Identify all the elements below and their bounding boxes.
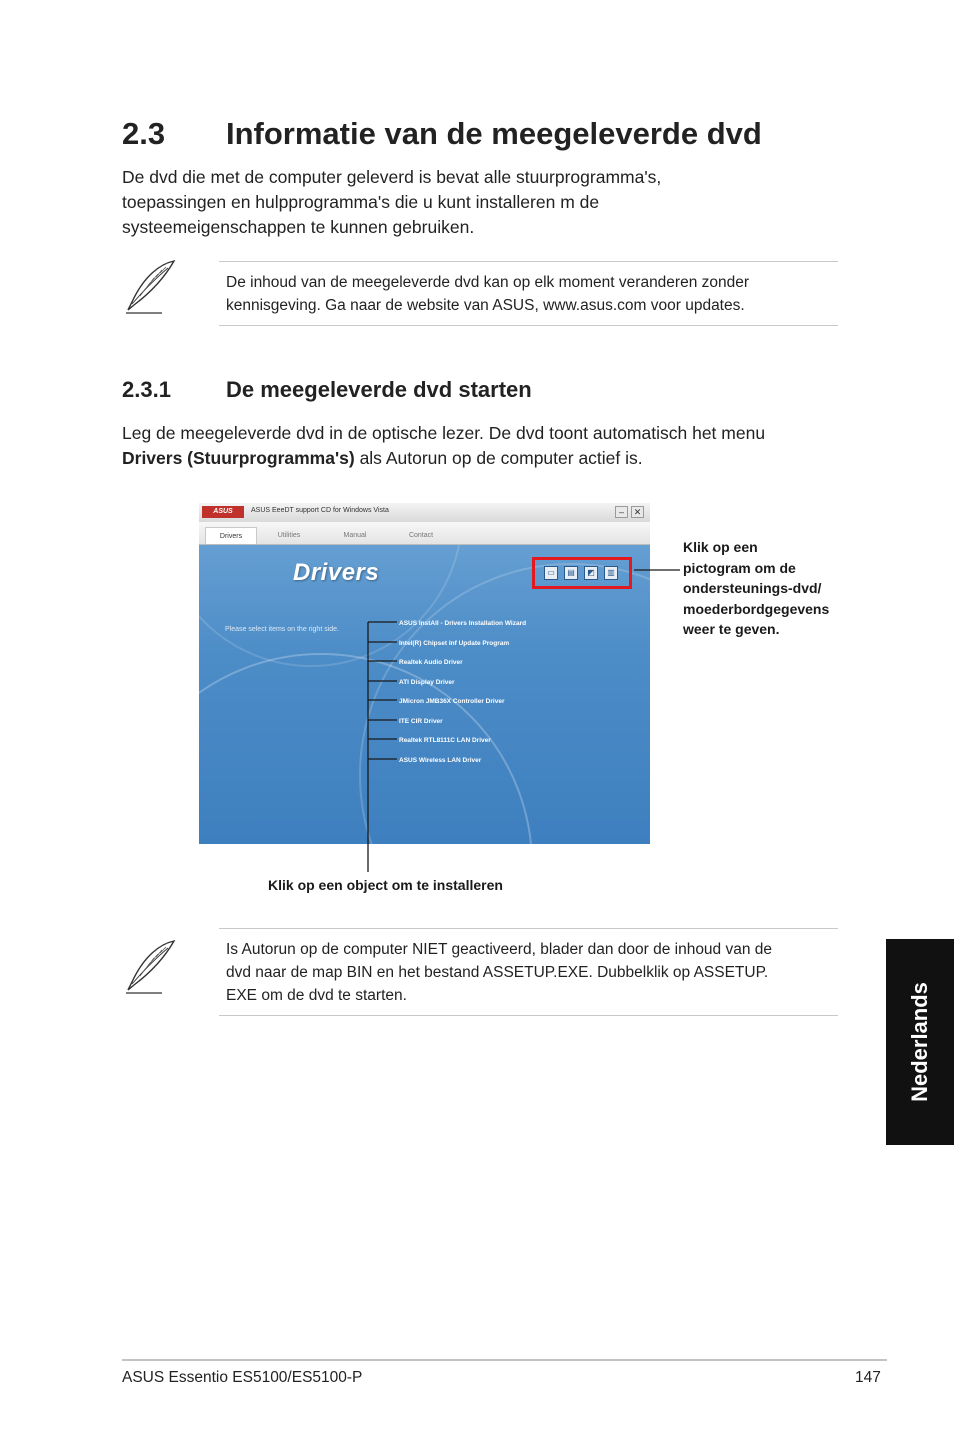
icon-callout [683,537,853,640]
motherboard-info-icon[interactable]: ◩ [584,566,598,580]
driver-item[interactable]: Realtek RTL8111C LAN Driver [399,737,491,744]
selection-hint: Please select items on the right side. [225,626,340,633]
driver-item[interactable]: JMicron JMB36X Controller Driver [399,698,505,705]
install-callout: Klik op een object om te installeren [268,877,503,893]
icon-callout-line: weer te geven. [683,621,780,637]
section-title: Informatie van de meegeleverde dvd [226,116,762,151]
icon-callout-line: pictogram om de [683,559,796,576]
file-list-icon[interactable]: ▤ [564,566,578,580]
tab-utilities[interactable]: Utilities [277,532,301,539]
icon-callout-line: ondersteunings-dvd/ [683,580,822,596]
intro-line: systeemeigenschappen te kunnen gebruiken. [122,217,475,237]
icon-callout-line: Klik op een [683,539,758,555]
instruction-line: Leg de meegeleverde dvd in de optische lezer. De dvd toont automatisch het menu [122,423,766,443]
note-line: dvd naar de map BIN en het bestand ASSETUP.EXE. Dubbelklik op ASSETUP. [226,964,769,981]
readme-icon[interactable]: ▥ [604,566,618,580]
subsection-number: 2.3.1 [122,377,171,402]
browse-cd-icon[interactable]: ▭ [544,566,558,580]
subsection-title: De meegeleverde dvd starten [226,377,532,402]
driver-item[interactable]: Intel(R) Chipset Inf Update Program [399,640,510,647]
drivers-menu-name: Drivers (Stuurprogramma's) [122,448,355,468]
driver-item[interactable]: ITE CIR Driver [399,718,443,725]
intro-line: De dvd die met de computer geleverd is bevat alle stuurprogramma's, [122,167,662,187]
intro-line: toepassingen en hulpprogramma's die u kunt installeren m de [122,192,600,212]
driver-item[interactable]: ASUS Wireless LAN Driver [399,757,482,764]
note-line: Is Autorun op de computer NIET geactiveerd, blader dan door de inhoud van de [226,941,773,958]
driver-item[interactable]: Realtek Audio Driver [399,659,463,666]
note-line: kennisgeving. Ga naar de website van ASUS, www.asus.com voor updates. [226,297,745,314]
footer-product: ASUS Essentio ES5100/ES5100-P [122,1369,363,1386]
driver-item[interactable]: ATI Display Driver [399,679,455,686]
tab-drivers[interactable]: Drivers [205,527,257,544]
page-number: 147 [855,1369,881,1386]
tab-contact[interactable]: Contact [408,532,434,539]
language-side-tab [886,939,954,1145]
close-button[interactable]: ✕ [631,506,644,518]
driver-item[interactable]: ASUS InstAll - Drivers Installation Wizard [399,620,527,627]
window-title: ASUS EeeDT support CD for Windows Vista [251,507,389,514]
section-number: 2.3 [122,116,166,151]
asus-logo: ASUS [202,506,244,518]
note-line: De inhoud van de meegeleverde dvd kan op elk moment veranderen zonder [226,274,750,291]
drivers-heading: Drivers [293,559,380,586]
pen-note-icon [122,938,178,996]
footer-divider [122,1359,887,1361]
instruction-rest: als Autorun op de computer actief is. [354,448,643,468]
icon-callout-line: moederbordgegevens [683,600,830,617]
minimize-button[interactable]: – [615,506,628,518]
note-line: EXE om de dvd te starten. [226,987,407,1004]
note-box [219,928,838,1016]
language-label: Nederlands [907,982,932,1102]
tab-manual[interactable]: Manual [343,532,367,539]
